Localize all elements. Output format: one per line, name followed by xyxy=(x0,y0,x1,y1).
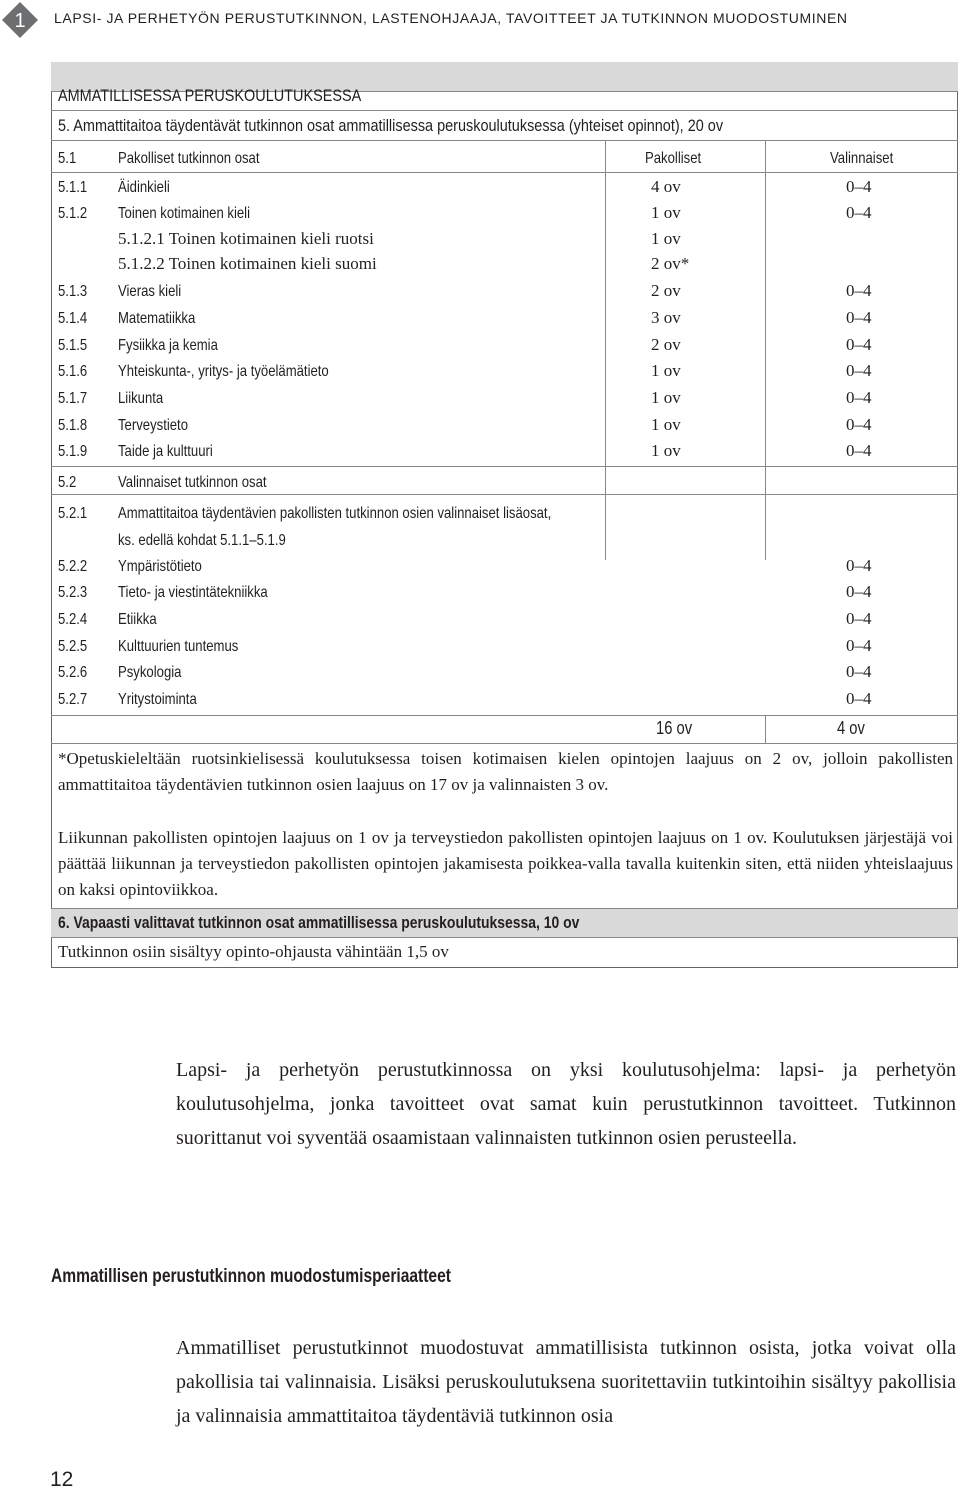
row-label: Matematiikka xyxy=(118,310,196,327)
row-number: 5.1.1 xyxy=(58,179,88,196)
row-optional: 0–4 xyxy=(846,689,872,708)
row-number: 5.1.2 xyxy=(58,205,88,222)
row-label: Terveystieto xyxy=(118,417,189,434)
row-mandatory: 3 ov xyxy=(651,308,681,327)
row-mandatory: 1 ov xyxy=(651,415,681,434)
row-mandatory: 1 ov xyxy=(651,388,681,407)
section5-title: 5. Ammattitaitoa täydentävät tutkinnon osat ammatillisessa peruskoulutuksessa (yhteiset opinnot), 20 ov xyxy=(58,116,724,135)
row-mandatory: 1 ov xyxy=(651,203,681,222)
row-label: Vieras kieli xyxy=(118,283,182,300)
section-title: AMMATILLISESSA PERUSKOULUTUKSESSA xyxy=(58,86,362,105)
page-number: 12 xyxy=(50,1468,74,1491)
row-number: 5.2.5 xyxy=(58,638,88,655)
row-mandatory: 1 ov xyxy=(651,441,681,460)
row-optional: 0–4 xyxy=(846,203,872,222)
section6-title: 6. Vapaasti valittavat tutkinnon osat ammatillisessa peruskoulutuksessa, 10 ov xyxy=(58,913,580,932)
sub51-header: 5.1 xyxy=(58,150,77,167)
row-mandatory: 2 ov xyxy=(651,281,681,300)
row-number: 5.1.3 xyxy=(58,283,88,300)
row-number: 5.1.4 xyxy=(58,310,88,327)
row-optional: 0–4 xyxy=(846,441,872,460)
col-optional-header: Valinnaiset xyxy=(830,150,894,167)
total-mandatory: 16 ov xyxy=(656,718,693,738)
row-mandatory: 4 ov xyxy=(651,177,681,196)
row-optional: 0–4 xyxy=(846,388,872,407)
row-optional: 0–4 xyxy=(846,177,872,196)
note-liikunta: Liikunnan pakollisten opintojen laajuus on 1 ov ja terveystiedon pakollisten opintojen laajuus on 1 ov. Koulutuksen järjestäjä voi päättää liikunnan ja terveystiedon pakollisten opintojen jakamisesta poikkea-valla tavalla kuitenkin siten, että niiden yhteislaajuus on kaksi opintoviikkoa. xyxy=(58,828,953,899)
row-mandatory: 1 ov xyxy=(651,361,681,380)
row-number: 5.1.7 xyxy=(58,390,88,407)
row-label: Tieto- ja viestintätekniikka xyxy=(118,584,268,601)
row-label: Psykologia xyxy=(118,664,182,681)
row-optional: 0–4 xyxy=(846,415,872,434)
row-mandatory: 1 ov xyxy=(651,229,681,248)
row521-num: 5.2.1 xyxy=(58,505,88,522)
row-number: 5.2.7 xyxy=(58,691,88,708)
row-label: Toinen kotimainen kieli xyxy=(118,205,251,222)
row-label: Kulttuurien tuntemus xyxy=(118,638,239,655)
row-optional: 0–4 xyxy=(846,556,872,575)
section6-note: Tutkinnon osiin sisältyy opinto-ohjausta vähintään 1,5 ov xyxy=(58,942,449,961)
row-optional: 0–4 xyxy=(846,582,872,601)
row-label: Taide ja kulttuuri xyxy=(118,443,213,460)
row-number: 5.2.2 xyxy=(58,558,88,575)
row-number: 5.1.5 xyxy=(58,337,88,354)
row-number: 5.1.8 xyxy=(58,417,88,434)
row-number: 5.2.4 xyxy=(58,611,88,628)
row-label: Ympäristötieto xyxy=(118,558,202,575)
row-label: Äidinkieli xyxy=(118,179,170,196)
sub52-label: Valinnaiset tutkinnon osat xyxy=(118,474,267,491)
total-optional: 4 ov xyxy=(837,718,865,738)
row521-line1: Ammattitaitoa täydentävien pakollisten tutkinnon osien valinnaiset lisäosat, xyxy=(118,505,552,522)
row-mandatory: 2 ov* xyxy=(651,254,690,273)
running-header: LAPSI- JA PERHETYÖN PERUSTUTKINNON, LASTENOHJAAJA, TAVOITTEET JA TUTKINNON MUODOSTUMINEN xyxy=(54,10,848,26)
row-optional: 0–4 xyxy=(846,308,872,327)
section-heading: Ammatillisen perustutkinnon muodostumisperiaatteet xyxy=(51,1266,451,1287)
row-number: 5.2.6 xyxy=(58,664,88,681)
row-label: Etiikka xyxy=(118,611,157,628)
row-number: 5.1.9 xyxy=(58,443,88,460)
chapter-number: 1 xyxy=(14,10,26,32)
row-optional: 0–4 xyxy=(846,662,872,681)
paragraph-1: Lapsi- ja perhetyön perustutkinnossa on yksi koulutusohjelma: lapsi- ja perhetyön koulutusohjelma, jonka tavoitteet ovat samat kuin perustutkinnon tavoitteet. Tutkinnon suorittanut voi syventää osaamistaan valinnaisten tutkinnon osien perusteella. xyxy=(176,1059,956,1149)
col-mandatory-header: Pakolliset xyxy=(645,150,702,167)
row-optional: 0–4 xyxy=(846,636,872,655)
chapter-badge xyxy=(0,0,44,40)
row-label: 5.1.2.1 Toinen kotimainen kieli ruotsi xyxy=(118,229,374,248)
row-optional: 0–4 xyxy=(846,361,872,380)
paragraph-2: Ammatilliset perustutkinnot muodostuvat ammatillisista tutkinnon osista, jotka voivat olla pakollisia tai valinnaisia. Lisäksi peruskoulutuksena suoritettaviin tutkintoihin sisältyy pakollisia ja valinnaisia ammattitaitoa täydentäviä tutkinnon osia xyxy=(176,1337,956,1427)
row-label: 5.1.2.2 Toinen kotimainen kieli suomi xyxy=(118,254,377,273)
row-label: Fysiikka ja kemia xyxy=(118,337,218,354)
row-label: Yritystoiminta xyxy=(118,691,197,708)
row521-line2: ks. edellä kohdat 5.1.1–5.1.9 xyxy=(118,532,286,549)
row-number: 5.1.6 xyxy=(58,363,88,380)
row-label: Yhteiskunta-, yritys- ja työelämätieto xyxy=(118,363,329,380)
row-optional: 0–4 xyxy=(846,335,872,354)
row-optional: 0–4 xyxy=(846,609,872,628)
row-label: Liikunta xyxy=(118,390,164,407)
footnote: *Opetuskieleltään ruotsinkielisessä koulutuksessa toisen kotimaisen kielen opintojen laajuus on 2 ov, jolloin pakollisten ammattitaitoa täydentävien tutkinnon osien laajuus on 17 ov ja valinnaisten 3 ov. xyxy=(58,749,953,794)
sub51-label: Pakolliset tutkinnon osat xyxy=(118,150,260,167)
row-optional: 0–4 xyxy=(846,281,872,300)
sub52-num: 5.2 xyxy=(58,474,77,491)
row-number: 5.2.3 xyxy=(58,584,88,601)
row-mandatory: 2 ov xyxy=(651,335,681,354)
